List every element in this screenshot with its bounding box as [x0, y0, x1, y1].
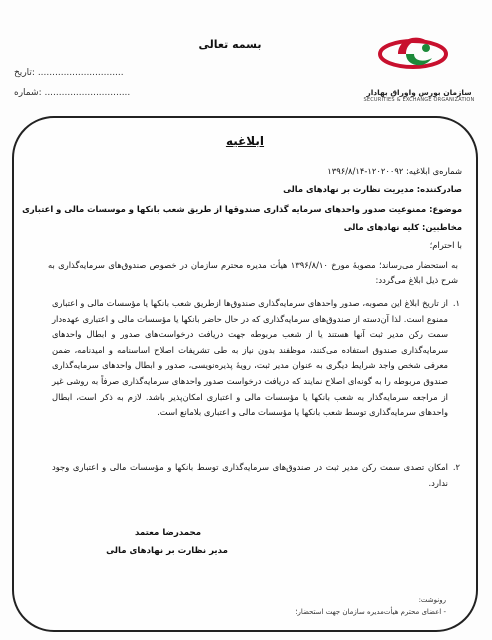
- issuer-line: صادرکننده: مدیریت نظارت بر نهادهای مالی: [283, 184, 462, 194]
- number-field: شماره: ..............................: [14, 88, 131, 98]
- intro-paragraph: به استحضار می‌رساند؛ مصوبهٔ مورخ ۱۳۹۶/۸/۱۰ هیأت مدیره محترم سازمان در خصوص صندوق‌های سرمایه‌گذاری به شرح ذیل ابلاغ می‌گردد:: [48, 260, 458, 286]
- signatory-name: محمدرضا معتمد: [134, 528, 202, 538]
- list-item-2: [52, 460, 460, 491]
- list-item-text: امکان تصدی سمت رکن مدیر ثبت در صندوق‌های سرمایه‌گذاری توسط بانکها و مؤسسات مالی و اعتباری وجود ندارد.: [52, 462, 448, 488]
- list-item-text: از تاریخ ابلاغ این مصوبه، صدور واحدهای سرمایه‌گذاری صندوق‌ها ازطریق شعب بانکها یا مؤسسات مالی و اعتباری ممنوع است. لذا آن‌دسته از صندوق‌های سرمایه‌گذاری که در حال حاضر بانکها یا مؤسسات مالی و اعتباری عهده‌دار سمت رکن مدیر ثبت آنها هستند یا از شعب مربوطه جهت دریافت درخواست‌های صدور و ابطال واحدهای سرمایه‌گذاری صندوق استفاده می‌کنند، موظفند بدون نیاز به طی تشریفات اصلاح اساسنامه و امیدنامه، ضمن معرفی شخص واجد شرایط دیگری به عنوان مدیر ثبت، رویهٔ پذیره‌نویسی، صدور و ابطال واحدهای سرمایه‌گذاری صندوق مربوطه را به گونه‌ای اصلاح نمایند که دریافت درخواست صدور واحدهای سرمایه‌گذاری صرفاً به روشی غیر از مراجعه سرمایه‌گذار به شعب بانکها یا مؤسسات مالی و اعتباری امکان‌پذیر باشد. لازم به ذکر است، ابطال واحدهای سرمایه‌گذاری توسط شعب بانکها یا مؤسسات مالی و اعتباری بلامانع است.: [52, 298, 448, 418]
- cc-item: - اعضای محترم هیأت‌مدیره سازمان جهت استحضار؛: [295, 608, 446, 616]
- notice-number: شماره‌ی ابلاغیه: ۱۲۰۲۰۰۹۲-۱۳۹۶/۸/۱۴: [327, 166, 462, 176]
- signatory-title: مدیر نظارت بر نهادهای مالی: [106, 546, 228, 556]
- seo-logo-icon: [376, 24, 450, 80]
- list-item-number: ۱.: [452, 298, 460, 308]
- date-field: تاریخ: ..............................: [14, 68, 124, 78]
- basmala-heading: بسمه تعالی: [198, 38, 262, 51]
- document-title: ابلاغیه: [225, 134, 265, 148]
- recipients-line: مخاطبین: کلیه نهادهای مالی: [343, 222, 462, 232]
- cc-label: رونوشت:: [418, 596, 446, 604]
- list-item-1: [52, 296, 460, 421]
- salutation: با احترام؛: [429, 240, 462, 250]
- org-name-fa: سازمان بورس واوراق بهادار: [366, 88, 472, 97]
- subject-line: موضوع: ممنوعیت صدور واحدهای سرمایه گذاری صندوقها از طریق شعب بانکها و موسسات مالی و اعتباری: [22, 204, 462, 214]
- org-name-en: SECURITIES & EXCHANGE ORGANIZATION: [363, 97, 475, 103]
- list-item-number: ۲.: [452, 462, 460, 472]
